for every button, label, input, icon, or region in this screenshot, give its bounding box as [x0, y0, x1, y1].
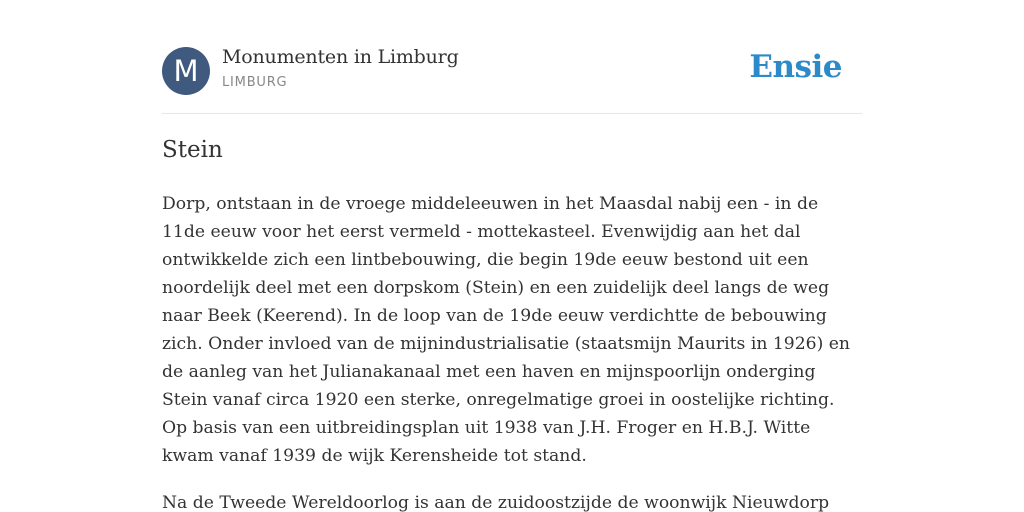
source-title-link[interactable]: Monumenten in Limburg [222, 46, 459, 68]
header-divider [162, 113, 862, 114]
source-header [162, 46, 862, 96]
avatar[interactable]: M [162, 47, 210, 95]
ensie-logo[interactable]: Ensie [749, 49, 842, 85]
article-paragraph-1: Dorp, ontstaan in de vroege middeleeuwen in het Maasdal nabij een - in de 11de eeuw voor het eerst vermeld - mottekasteel. Evenwijdig aan het dal ontwikkelde zich een lintbebouwing, die begin 19de eeuw bestond uit een noordelijk deel met een dorpskom (Stein) en een zuidelijk deel langs de weg naar Beek (Keerend). In de loop van de 19de eeuw verdichtte de bebouwing zich. Onder invloed van de mijnindustrialisatie (staatsmijn Maurits in 1926) en de aanleg van het Julianakanaal met een haven en mijnspoorlijn onderging Stein vanaf circa 1920 een sterke, onregelmatige groei in oostelijke richting. Op basis van een uitbreidingsplan uit 1938 van J.H. Froger en H.B.J. Witte kwam vanaf 1939 de wijk Kerensheide tot stand. [162, 194, 851, 466]
article-body [162, 190, 862, 512]
article-paragraph-2: Na de Tweede Wereldoorlog is aan de zuidoostzijde de woonwijk Nieuwdorp [162, 493, 830, 512]
source-subtitle: LIMBURG [222, 75, 288, 90]
article-title: Stein [162, 137, 223, 163]
